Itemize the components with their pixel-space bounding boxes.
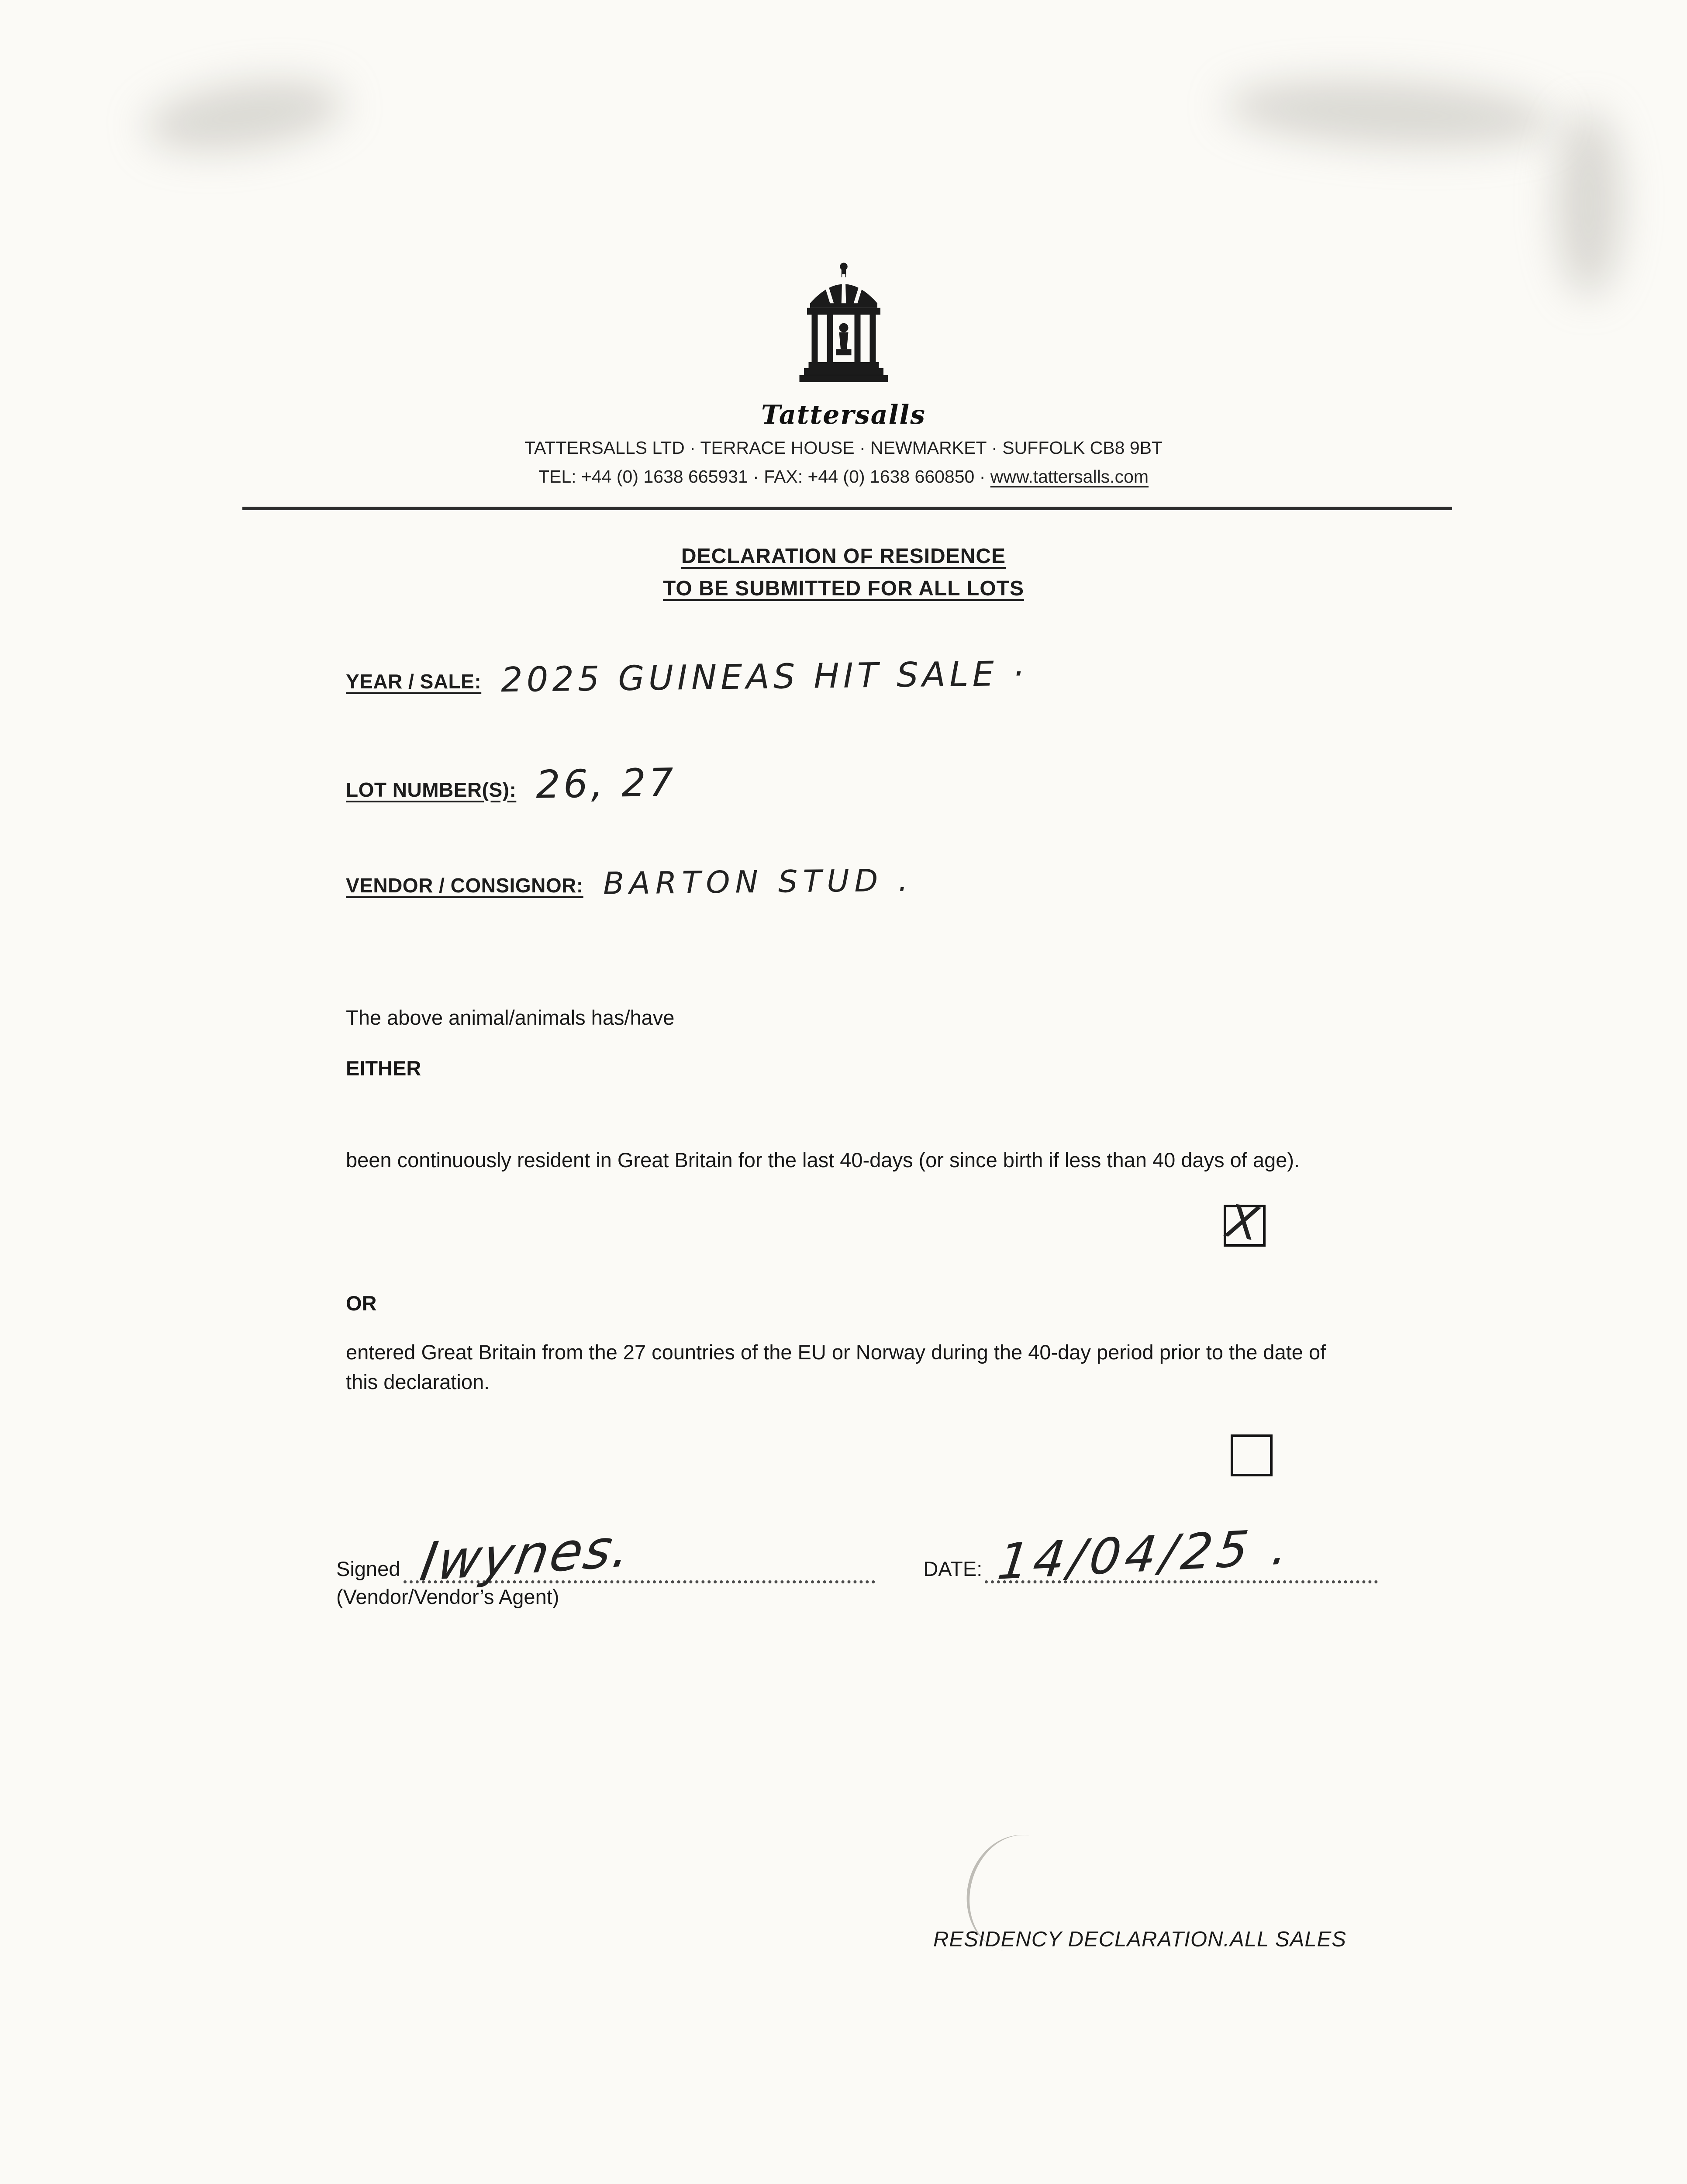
document-subtitle: TO BE SUBMITTED FOR ALL LOTS — [662, 577, 1025, 600]
document-title: DECLARATION OF RESIDENCE — [681, 545, 1006, 568]
year-sale-field — [346, 654, 1028, 700]
or-checkbox — [1231, 1434, 1273, 1476]
or-clause: entered Great Britain from the 27 countries of the EU or Norway during the 40-day period prior to the date of this declaration. — [346, 1341, 1326, 1394]
letterhead-address: TATTERSALLS LTD · TERRACE HOUSE · NEWMARKET · SUFFOLK CB8 9BT — [524, 438, 1163, 458]
handwritten-date: 14/04/25 . — [994, 1518, 1296, 1591]
lot-number-label: LOT NUMBER(S): — [346, 778, 517, 801]
year-sale-handwritten-value: 2025 GUINEAS HIT SALE · — [500, 654, 1028, 700]
handwritten-signature: Iwynes. — [416, 1517, 638, 1593]
letterhead-contact — [0, 467, 1687, 487]
either-clause: been continuously resident in Great Britain for the last 40-days (or since birth if less than 40 days of age). — [346, 1148, 1300, 1171]
lot-number-field — [346, 761, 676, 806]
letterhead-tel-fax: TEL: +44 (0) 1638 665931 · FAX: +44 (0) 1638 660850 · — [538, 467, 990, 487]
date-label: DATE: — [923, 1557, 983, 1580]
vendor-consignor-handwritten-value: BARTON STUD . — [603, 862, 913, 902]
either-label: EITHER — [346, 1057, 421, 1080]
date-line — [985, 1515, 1378, 1591]
either-checkbox — [1223, 1194, 1266, 1251]
scan-smudge-top-right — [1223, 72, 1558, 155]
website-link: www.tattersalls.com — [990, 467, 1149, 487]
signature-line — [404, 1515, 875, 1593]
signature-row — [336, 1515, 1378, 1593]
vendor-agent-note: (Vendor/Vendor’s Agent) — [336, 1585, 559, 1608]
tattersalls-logo-icon — [0, 258, 1687, 395]
vendor-consignor-field — [346, 864, 913, 900]
or-label: OR — [346, 1292, 377, 1315]
header-divider — [242, 507, 1452, 510]
lot-number-handwritten-value: 26, 27 — [535, 760, 677, 807]
footer-document-reference: RESIDENCY DECLARATION.ALL SALES — [933, 1928, 1346, 1951]
signed-label: Signed — [336, 1557, 400, 1580]
brand-wordmark: Tattersalls — [761, 400, 926, 430]
scan-smudge-top-left — [141, 69, 348, 162]
handwritten-check-mark: X — [1223, 1194, 1262, 1251]
year-sale-label: YEAR / SALE: — [346, 670, 482, 693]
vendor-consignor-label: VENDOR / CONSIGNOR: — [346, 874, 583, 897]
declaration-intro: The above animal/animals has/have — [346, 1006, 675, 1029]
